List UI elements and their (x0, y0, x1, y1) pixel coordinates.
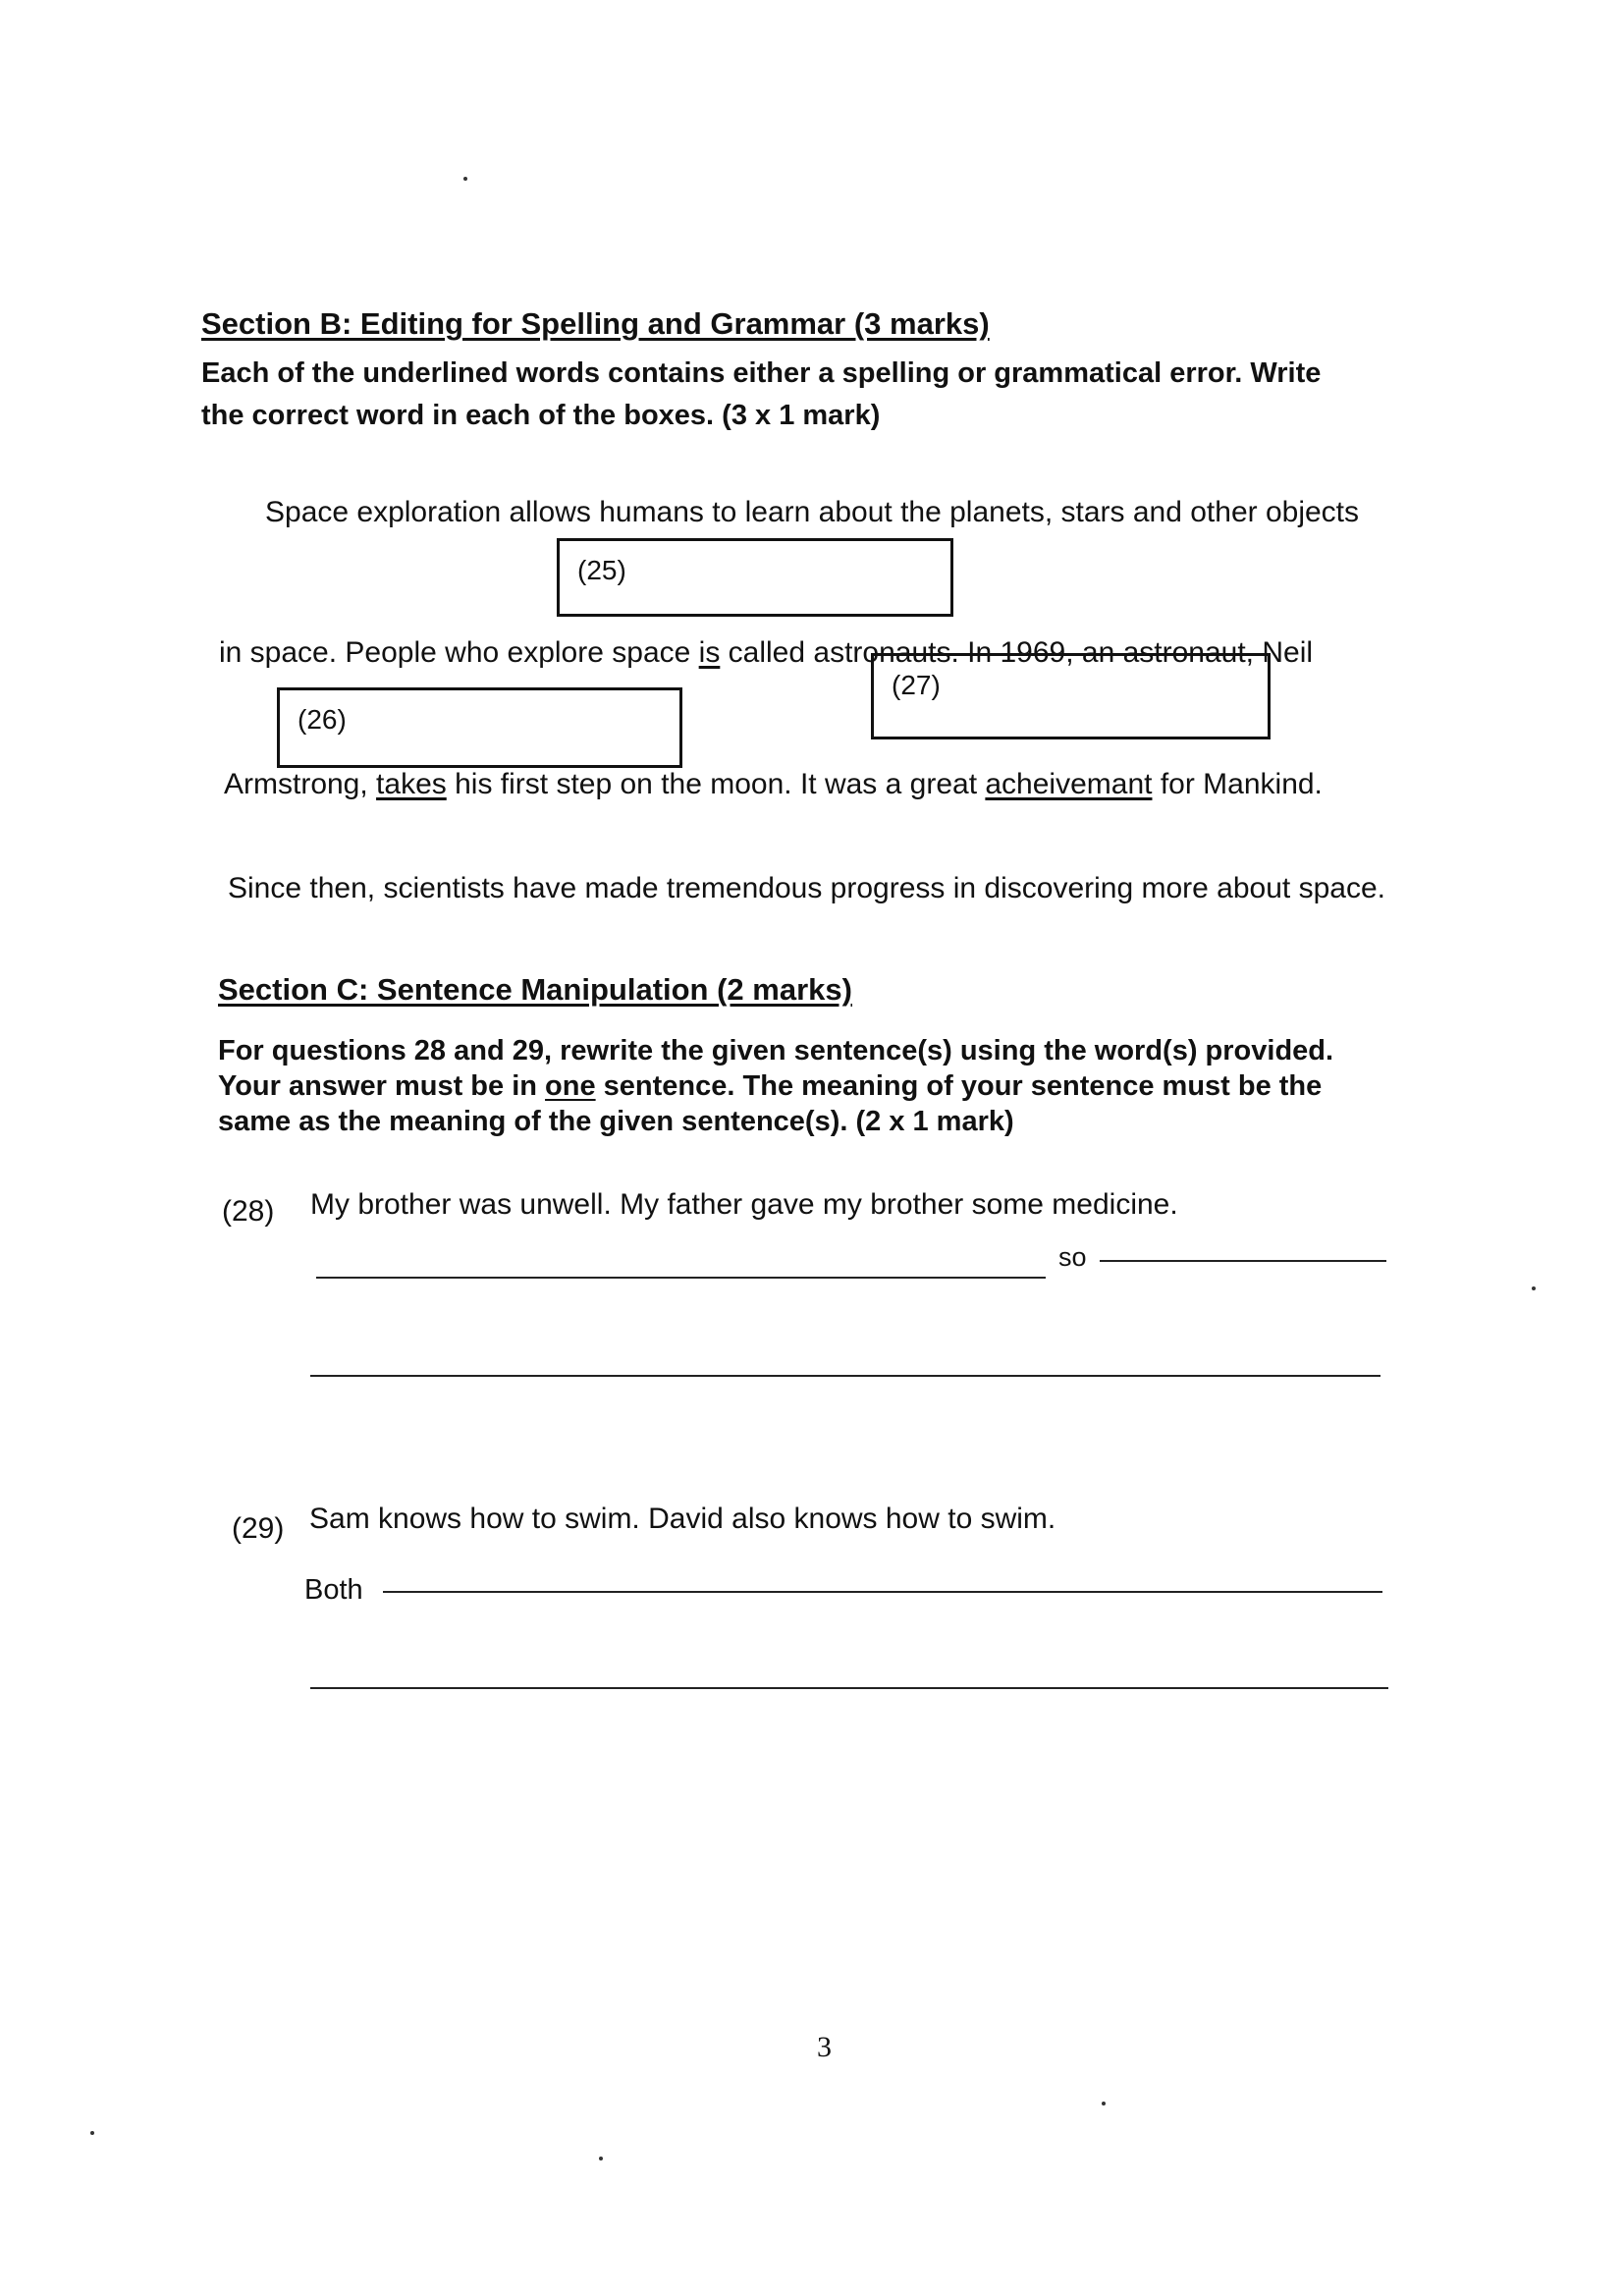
scan-speck (1532, 1286, 1536, 1290)
passage-line-3-end: for Mankind. (1152, 768, 1323, 800)
scan-speck (90, 2131, 94, 2135)
passage-line-2-start: in space. People who explore space (219, 636, 699, 669)
answer-box-27-label: (27) (892, 670, 941, 700)
section-c-instruction-line2 (218, 1068, 1322, 1104)
scan-speck (463, 177, 467, 181)
question-29-text: Sam knows how to swim. David also knows how to swim. (309, 1503, 1056, 1535)
passage-line-3-middle: his first step on the moon. It was a great (446, 768, 986, 800)
section-b-heading: Section B: Editing for Spelling and Grammar (3 marks) (201, 306, 990, 341)
question-28-number: (28) (222, 1195, 275, 1228)
question-29-answer-line-1[interactable] (383, 1591, 1382, 1593)
section-c-instruction-line1: For questions 28 and 29, rewrite the given sentence(s) using the word(s) provided. (218, 1035, 1334, 1066)
question-29-keyword: Both (304, 1574, 363, 1606)
question-28-text: My brother was unwell. My father gave my brother some medicine. (310, 1188, 1178, 1221)
question-28-answer-line-1b[interactable] (1100, 1260, 1386, 1262)
section-c-instruction-line3: same as the meaning of the given sentence(s). (2 x 1 mark) (218, 1106, 1014, 1137)
answer-box-27[interactable] (871, 653, 1271, 739)
section-c-heading: Section C: Sentence Manipulation (2 marks) (218, 972, 852, 1007)
question-29-number: (29) (232, 1512, 285, 1545)
passage-line-3-start: Armstrong, (224, 768, 377, 800)
answer-box-25-label: (25) (577, 555, 626, 585)
answer-box-26-label: (26) (298, 704, 347, 735)
question-28-answer-line-2[interactable] (310, 1375, 1380, 1377)
answer-box-25[interactable] (557, 538, 953, 617)
passage-line-2-end: called astronauts. In 1969, an astronaut, Neil (720, 636, 1314, 669)
passage-line-1: Space exploration allows humans to learn about the planets, stars and other objects (265, 496, 1360, 528)
scan-speck (599, 2157, 603, 2160)
error-word-acheivemant: acheivemant (985, 768, 1153, 800)
passage-line-4: Since then, scientists have made tremendous progress in discovering more about space. (228, 872, 1385, 904)
section-b-instruction-line1: Each of the underlined words contains either a spelling or grammatical error. Write (201, 357, 1322, 389)
section-b-instruction-line2: the correct word in each of the boxes. (3 x 1 mark) (201, 400, 881, 431)
section-c-instruction-line2-end: sentence. The meaning of your sentence must be the (595, 1070, 1323, 1102)
question-28-keyword: so (1058, 1242, 1087, 1272)
question-28-answer-line-1a[interactable] (316, 1277, 1046, 1279)
question-29-answer-line-2[interactable] (310, 1687, 1388, 1689)
section-c-instruction-line2-start: Your answer must be in (218, 1070, 546, 1102)
page-number: 3 (817, 2031, 832, 2063)
scan-speck (1102, 2102, 1106, 2105)
error-word-is: is (698, 636, 721, 669)
error-word-takes: takes (376, 768, 447, 800)
passage-line-3 (224, 768, 1323, 801)
emphasis-one: one (545, 1070, 596, 1102)
answer-box-26[interactable] (277, 687, 682, 768)
